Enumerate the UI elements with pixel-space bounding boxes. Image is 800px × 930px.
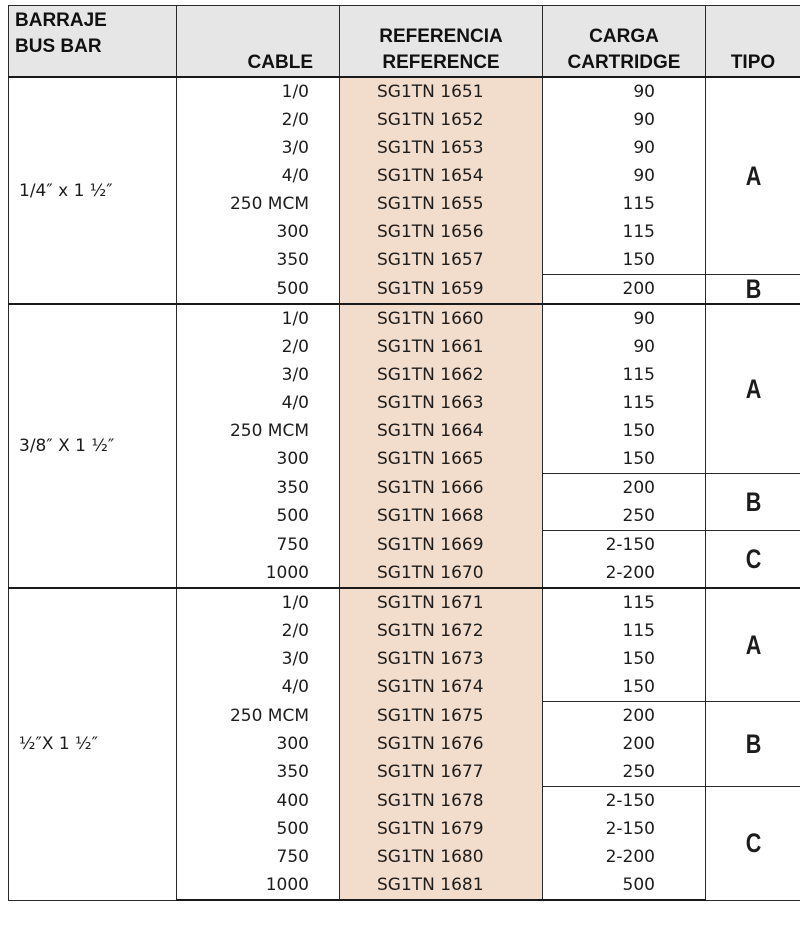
cartridge-cell: 2-150 (543, 787, 706, 816)
cable-cell: 4/0 (177, 389, 340, 417)
cable-cell: 3/0 (177, 134, 340, 162)
reference-cell: SG1TN 1665 (340, 445, 543, 474)
cable-cell: 750 (177, 843, 340, 871)
cartridge-cell: 115 (543, 617, 706, 645)
reference-cell: SG1TN 1662 (340, 361, 543, 389)
cartridge-cell: 150 (543, 645, 706, 673)
reference-cell: SG1TN 1674 (340, 673, 543, 702)
cartridge-header-es: CARGA (589, 26, 659, 47)
reference-cell: SG1TN 1655 (340, 190, 543, 218)
cartridge-cell: 150 (543, 417, 706, 445)
cartridge-cell: 90 (543, 77, 706, 106)
cartridge-header-en: CARTRIDGE (567, 52, 681, 73)
cartridge-cell: 115 (543, 389, 706, 417)
reference-cell: SG1TN 1681 (340, 871, 543, 900)
busbar-header-es: BARRAJE (15, 10, 107, 31)
cable-cell: 4/0 (177, 673, 340, 702)
cable-cell: 3/0 (177, 645, 340, 673)
cartridge-cell: 2-200 (543, 843, 706, 871)
cartridge-cell: 200 (543, 275, 706, 305)
reference-cell: SG1TN 1670 (340, 559, 543, 588)
busbar-size-cell: 1/4″ x 1 ½″ (9, 77, 177, 304)
reference-header-en: REFERENCE (382, 52, 500, 73)
reference-cell: SG1TN 1666 (340, 474, 543, 503)
cartridge-header (543, 6, 706, 78)
cartridge-cell: 90 (543, 333, 706, 361)
reference-cell: SG1TN 1679 (340, 815, 543, 843)
cable-cell: 2/0 (177, 617, 340, 645)
cartridge-cell: 115 (543, 588, 706, 617)
reference-cell: SG1TN 1663 (340, 389, 543, 417)
cartridge-cell: 2-150 (543, 815, 706, 843)
cable-cell: 400 (177, 787, 340, 816)
cable-cell: 500 (177, 275, 340, 305)
cartridge-cell: 150 (543, 445, 706, 474)
reference-cell: SG1TN 1680 (340, 843, 543, 871)
cartridge-cell: 115 (543, 218, 706, 246)
cartridge-cell: 150 (543, 673, 706, 702)
tipo-cell: C (715, 531, 791, 589)
cable-cell: 250 MCM (177, 190, 340, 218)
reference-cell: SG1TN 1660 (340, 304, 543, 333)
reference-cell: SG1TN 1672 (340, 617, 543, 645)
cartridge-cell: 90 (543, 106, 706, 134)
cable-cell: 500 (177, 502, 340, 531)
tipo-cell: A (715, 77, 791, 275)
cartridge-cell: 115 (543, 190, 706, 218)
tipo-cell: B (715, 702, 791, 787)
cable-cell: 1000 (177, 871, 340, 900)
cable-cell: 250 MCM (177, 702, 340, 731)
cable-cell: 1/0 (177, 588, 340, 617)
cable-header: CABLE (177, 6, 340, 78)
busbar-size-cell: ½″X 1 ½″ (9, 588, 177, 900)
cable-cell: 300 (177, 218, 340, 246)
cable-cell: 250 MCM (177, 417, 340, 445)
cartridge-cell: 250 (543, 502, 706, 531)
reference-cell: SG1TN 1673 (340, 645, 543, 673)
reference-header (340, 6, 543, 78)
cable-cell: 1/0 (177, 77, 340, 106)
cable-cell: 350 (177, 474, 340, 503)
cartridge-cell: 2-150 (543, 531, 706, 560)
cartridge-cell: 150 (543, 246, 706, 275)
cable-cell: 2/0 (177, 333, 340, 361)
table-row (9, 77, 800, 106)
reference-cell: SG1TN 1654 (340, 162, 543, 190)
cable-cell: 350 (177, 246, 340, 275)
cable-cell: 4/0 (177, 162, 340, 190)
busbar-size-cell: 3/8″ X 1 ½″ (9, 304, 177, 588)
cable-cell: 2/0 (177, 106, 340, 134)
tipo-cell: A (715, 588, 791, 702)
cable-cell: 750 (177, 531, 340, 560)
product-table-sheet (8, 5, 800, 901)
cartridge-cell: 250 (543, 758, 706, 787)
reference-cell: SG1TN 1671 (340, 588, 543, 617)
header-row (9, 6, 800, 78)
busbar-header (9, 6, 177, 78)
cartridge-cell: 90 (543, 134, 706, 162)
cartridge-cell: 2-200 (543, 559, 706, 588)
cartridge-cell: 115 (543, 361, 706, 389)
tipo-cell: B (715, 275, 791, 305)
reference-cell: SG1TN 1652 (340, 106, 543, 134)
reference-cell: SG1TN 1657 (340, 246, 543, 275)
cable-cell: 300 (177, 730, 340, 758)
reference-cell: SG1TN 1659 (340, 275, 543, 305)
cable-cell: 1/0 (177, 304, 340, 333)
cable-cell: 1000 (177, 559, 340, 588)
reference-cell: SG1TN 1656 (340, 218, 543, 246)
reference-cell: SG1TN 1669 (340, 531, 543, 560)
reference-cell: SG1TN 1676 (340, 730, 543, 758)
cartridge-cell: 200 (543, 702, 706, 731)
reference-cell: SG1TN 1651 (340, 77, 543, 106)
cable-cell: 350 (177, 758, 340, 787)
reference-cell: SG1TN 1653 (340, 134, 543, 162)
reference-cell: SG1TN 1677 (340, 758, 543, 787)
cable-cell: 500 (177, 815, 340, 843)
tipo-cell: A (715, 304, 791, 474)
busbar-connector-table (8, 5, 800, 901)
cable-cell: 300 (177, 445, 340, 474)
tipo-cell: B (715, 474, 791, 531)
table-row (9, 588, 800, 617)
cartridge-cell: 200 (543, 730, 706, 758)
reference-cell: SG1TN 1678 (340, 787, 543, 816)
table-body (9, 77, 800, 900)
cartridge-cell: 90 (543, 304, 706, 333)
reference-cell: SG1TN 1675 (340, 702, 543, 731)
cable-cell: 3/0 (177, 361, 340, 389)
table-row (9, 304, 800, 333)
tipo-cell: C (715, 787, 791, 901)
reference-cell: SG1TN 1661 (340, 333, 543, 361)
reference-cell: SG1TN 1668 (340, 502, 543, 531)
cartridge-cell: 500 (543, 871, 706, 900)
reference-cell: SG1TN 1664 (340, 417, 543, 445)
busbar-header-en: BUS BAR (15, 36, 102, 57)
cartridge-cell: 200 (543, 474, 706, 503)
cartridge-cell: 90 (543, 162, 706, 190)
tipo-header: TIPO (706, 6, 800, 78)
reference-header-es: REFERENCIA (379, 26, 503, 47)
